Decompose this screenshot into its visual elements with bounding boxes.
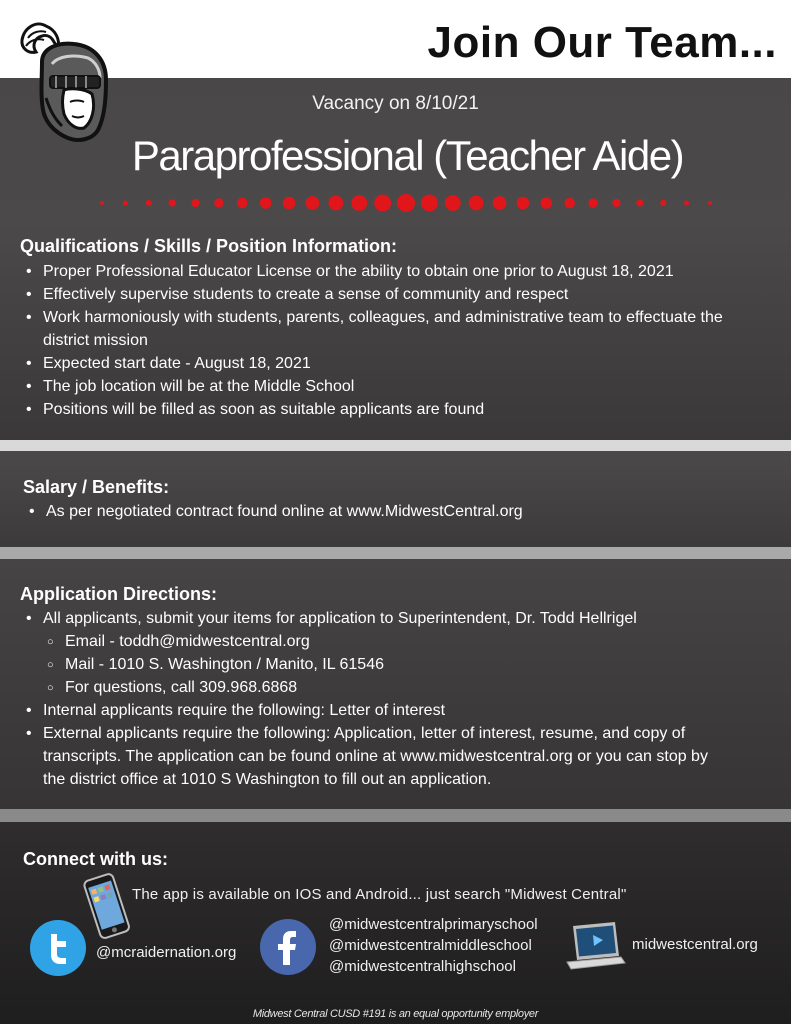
decorative-dot — [214, 198, 223, 207]
list-item: • As per negotiated contract found online at www.MidwestCentral.org — [25, 500, 745, 523]
decorative-dot — [191, 199, 199, 207]
facebook-page-middle[interactable]: @midwestcentralmiddleschool — [329, 937, 532, 954]
website-link[interactable]: midwestcentral.org — [632, 936, 758, 953]
decorative-dot — [351, 195, 367, 211]
salary-heading: Salary / Benefits: — [23, 477, 170, 497]
divider — [0, 440, 791, 451]
footer-note: Midwest Central CUSD #191 is an equal opportunity employer — [252, 1008, 539, 1020]
salary-panel — [0, 451, 791, 547]
list-item: • Internal applicants require the following: Letter of interest — [22, 699, 742, 722]
decorative-dot — [469, 196, 484, 211]
decorative-dot — [564, 198, 574, 208]
application-list — [22, 607, 742, 791]
facebook-page-high[interactable]: @midwestcentralhighschool — [329, 958, 516, 975]
connect-heading: Connect with us: — [23, 849, 168, 869]
decorative-dot — [517, 197, 530, 210]
knight-helmet-icon — [18, 18, 118, 146]
list-item: • Positions will be filled as soon as suitable applicants are found — [22, 398, 742, 421]
contact-sublist — [43, 630, 742, 699]
salary-list — [25, 500, 745, 523]
list-item — [22, 607, 742, 699]
job-title: Paraprofessional (Teacher Aide) — [131, 132, 684, 179]
list-item-text: All applicants, submit your items for application to Superintendent, Dr. Todd Hellrigel — [43, 610, 637, 627]
decorative-dot — [493, 196, 507, 210]
divider — [0, 809, 791, 822]
facebook-pages — [329, 914, 538, 977]
decorative-dot — [421, 195, 438, 212]
decorative-dot — [660, 200, 666, 206]
decorative-dot — [445, 195, 461, 211]
qualifications-list — [22, 260, 742, 421]
decorative-dot — [374, 195, 391, 212]
header — [0, 0, 791, 78]
page-title: Join Our Team... — [427, 18, 777, 67]
vacancy-date: Vacancy on 8/10/21 — [312, 93, 479, 114]
app-info-text: The app is available on IOS and Android... just search "Midwest Central" — [132, 886, 627, 903]
twitter-handle[interactable]: @mcraidernation.org — [96, 944, 237, 961]
decorative-dot — [123, 200, 128, 205]
decorative-dot — [283, 197, 296, 210]
decorative-dots — [96, 191, 716, 215]
decorative-dot — [612, 199, 620, 207]
decorative-dot — [636, 199, 643, 206]
decorative-dot — [588, 198, 597, 207]
decorative-dot — [684, 200, 689, 205]
decorative-dot — [260, 197, 272, 209]
mail-item: ○ Mail - 1010 S. Washington / Manito, IL 61546 — [43, 653, 742, 676]
decorative-dot — [100, 201, 104, 205]
decorative-dot — [169, 199, 176, 206]
twitter-icon[interactable] — [29, 919, 87, 977]
decorative-dot — [541, 197, 553, 209]
decorative-dot — [708, 201, 712, 205]
decorative-dot — [397, 194, 415, 212]
decorative-dot — [146, 200, 152, 206]
list-item: • Effectively supervise students to create a sense of community and respect — [22, 283, 742, 306]
decorative-dot — [306, 196, 320, 210]
application-heading: Application Directions: — [20, 584, 218, 604]
list-item: • The job location will be at the Middle School — [22, 375, 742, 398]
divider — [0, 547, 791, 559]
email-item: ○ Email - toddh@midwestcentral.org — [43, 630, 742, 653]
decorative-dot — [328, 196, 343, 211]
qualifications-heading: Qualifications / Skills / Position Information: — [20, 236, 398, 256]
smartphone-icon — [80, 872, 134, 942]
laptop-icon — [565, 920, 627, 972]
phone-item: ○ For questions, call 309.968.6868 — [43, 676, 742, 699]
decorative-dot — [237, 198, 247, 208]
facebook-icon[interactable] — [259, 918, 317, 976]
facebook-page-primary[interactable]: @midwestcentralprimaryschool — [329, 916, 538, 933]
list-item: • External applicants require the following: Application, letter of interest, resume, and copy of transcripts. The application can be found online at www.midwestcentral.org or you can stop by the district office at 1010 S Washington to fill out an application. — [22, 722, 742, 791]
list-item: • Expected start date - August 18, 2021 — [22, 352, 742, 375]
list-item: • Proper Professional Educator License or the ability to obtain one prior to August 18, 2021 — [22, 260, 742, 283]
list-item: • Work harmoniously with students, parents, colleagues, and administrative team to effectuate the district mission — [22, 306, 742, 352]
